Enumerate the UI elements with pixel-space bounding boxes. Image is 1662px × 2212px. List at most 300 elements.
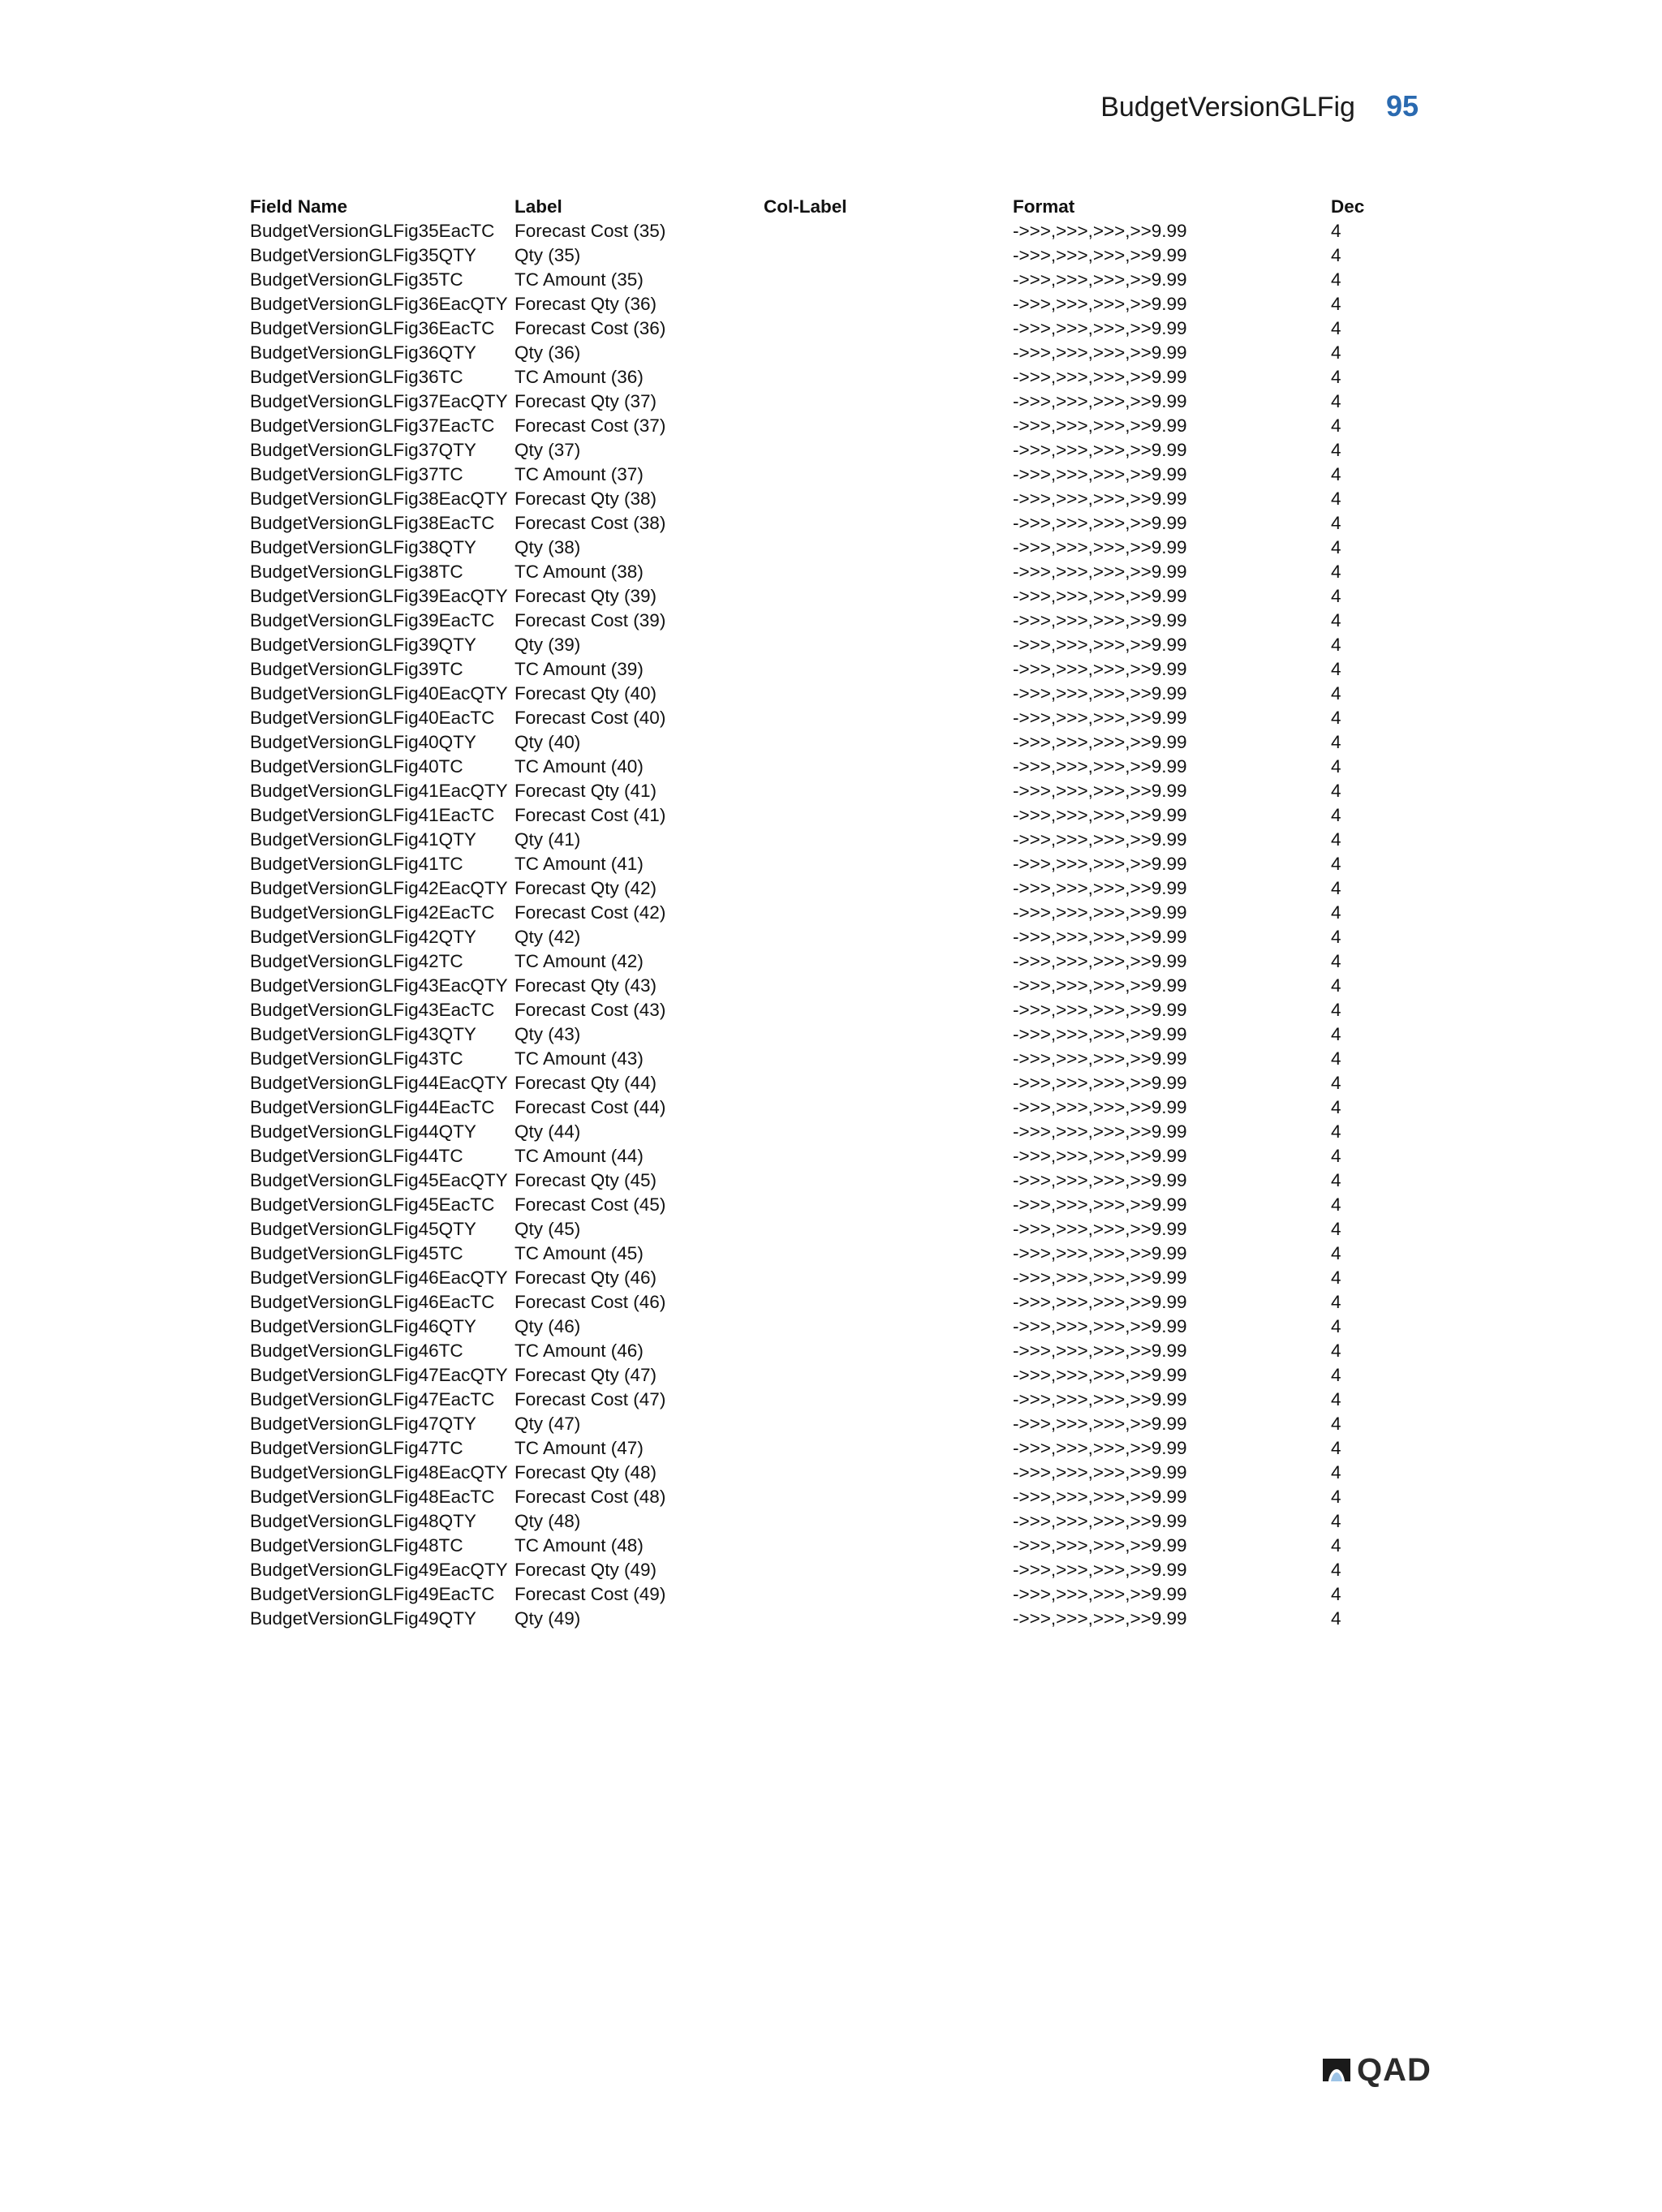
cell-field-name: BudgetVersionGLFig35TC <box>250 269 463 290</box>
field-table-header <box>250 195 1412 219</box>
cell-col-label <box>764 1193 1013 1217</box>
column-header-dec: Dec <box>1331 196 1365 217</box>
cell-field-name: BudgetVersionGLFig43QTY <box>250 1024 476 1044</box>
cell-col-label <box>764 779 1013 803</box>
cell-format: ->>>,>>>,>>>,>>9.99 <box>1013 221 1187 241</box>
cell-col-label <box>764 1242 1013 1266</box>
table-row <box>250 1242 1412 1266</box>
field-table-body <box>250 219 1412 1631</box>
table-row <box>250 463 1412 487</box>
cell-col-label <box>764 730 1013 755</box>
cell-col-label <box>764 511 1013 536</box>
cell-format: ->>>,>>>,>>>,>>9.99 <box>1013 1146 1187 1166</box>
cell-label: Forecast Qty (49) <box>515 1560 657 1580</box>
cell-field-name: BudgetVersionGLFig37EacQTY <box>250 391 508 411</box>
cell-dec: 4 <box>1331 1000 1341 1020</box>
cell-format: ->>>,>>>,>>>,>>9.99 <box>1013 1194 1187 1215</box>
cell-format: ->>>,>>>,>>>,>>9.99 <box>1013 756 1187 777</box>
cell-dec: 4 <box>1331 1535 1341 1556</box>
table-row <box>250 828 1412 852</box>
cell-dec: 4 <box>1331 1438 1341 1458</box>
cell-col-label <box>764 682 1013 706</box>
cell-label: Forecast Cost (35) <box>515 221 666 241</box>
cell-label: Forecast Cost (37) <box>515 415 666 436</box>
table-row <box>250 1339 1412 1363</box>
cell-dec: 4 <box>1331 732 1341 752</box>
cell-field-name: BudgetVersionGLFig40EacTC <box>250 708 495 728</box>
cell-format: ->>>,>>>,>>>,>>9.99 <box>1013 1560 1187 1580</box>
table-row <box>250 365 1412 389</box>
cell-label: TC Amount (43) <box>515 1048 644 1069</box>
page-number: 95 <box>1385 89 1419 123</box>
cell-field-name: BudgetVersionGLFig41EacTC <box>250 805 495 825</box>
cell-col-label <box>764 316 1013 341</box>
cell-col-label <box>764 974 1013 998</box>
cell-dec: 4 <box>1331 1219 1341 1239</box>
cell-label: Qty (47) <box>515 1414 581 1434</box>
cell-dec: 4 <box>1331 1414 1341 1434</box>
cell-format: ->>>,>>>,>>>,>>9.99 <box>1013 464 1187 484</box>
cell-col-label <box>764 463 1013 487</box>
qad-logo-icon <box>1321 2056 1352 2084</box>
cell-format: ->>>,>>>,>>>,>>9.99 <box>1013 1024 1187 1044</box>
cell-format: ->>>,>>>,>>>,>>9.99 <box>1013 1365 1187 1385</box>
table-row <box>250 609 1412 633</box>
cell-field-name: BudgetVersionGLFig47TC <box>250 1438 463 1458</box>
cell-label: Forecast Qty (45) <box>515 1170 657 1190</box>
cell-dec: 4 <box>1331 1292 1341 1312</box>
cell-label: Qty (37) <box>515 440 581 460</box>
cell-label: Forecast Qty (38) <box>515 488 657 509</box>
cell-label: Qty (48) <box>515 1511 581 1531</box>
table-row <box>250 1485 1412 1509</box>
cell-field-name: BudgetVersionGLFig38QTY <box>250 537 476 557</box>
cell-label: Qty (39) <box>515 635 581 655</box>
cell-col-label <box>764 1144 1013 1168</box>
cell-format: ->>>,>>>,>>>,>>9.99 <box>1013 1170 1187 1190</box>
cell-dec: 4 <box>1331 854 1341 874</box>
cell-dec: 4 <box>1331 659 1341 679</box>
cell-dec: 4 <box>1331 513 1341 533</box>
table-row <box>250 1022 1412 1047</box>
cell-format: ->>>,>>>,>>>,>>9.99 <box>1013 1438 1187 1458</box>
cell-label: Forecast Qty (47) <box>515 1365 657 1385</box>
page-header <box>1100 89 1419 128</box>
cell-format: ->>>,>>>,>>>,>>9.99 <box>1013 683 1187 704</box>
cell-format: ->>>,>>>,>>>,>>9.99 <box>1013 1511 1187 1531</box>
cell-label: TC Amount (35) <box>515 269 644 290</box>
cell-field-name: BudgetVersionGLFig35EacTC <box>250 221 495 241</box>
cell-col-label <box>764 219 1013 243</box>
cell-field-name: BudgetVersionGLFig45TC <box>250 1243 463 1263</box>
cell-dec: 4 <box>1331 318 1341 338</box>
cell-label: TC Amount (41) <box>515 854 644 874</box>
table-row <box>250 1436 1412 1461</box>
table-row <box>250 1144 1412 1168</box>
cell-label: Qty (40) <box>515 732 581 752</box>
cell-field-name: BudgetVersionGLFig42EacTC <box>250 902 495 923</box>
cell-field-name: BudgetVersionGLFig45EacQTY <box>250 1170 508 1190</box>
cell-col-label <box>764 438 1013 463</box>
cell-format: ->>>,>>>,>>>,>>9.99 <box>1013 269 1187 290</box>
cell-label: TC Amount (40) <box>515 756 644 777</box>
cell-col-label <box>764 1095 1013 1120</box>
cell-label: Forecast Cost (49) <box>515 1584 666 1604</box>
cell-col-label <box>764 1534 1013 1558</box>
table-row <box>250 657 1412 682</box>
table-row <box>250 901 1412 925</box>
cell-label: Forecast Cost (48) <box>515 1487 666 1507</box>
cell-format: ->>>,>>>,>>>,>>9.99 <box>1013 659 1187 679</box>
cell-label: Forecast Qty (40) <box>515 683 657 704</box>
cell-field-name: BudgetVersionGLFig48QTY <box>250 1511 476 1531</box>
cell-dec: 4 <box>1331 805 1341 825</box>
field-table <box>250 195 1412 1631</box>
table-row <box>250 755 1412 779</box>
cell-dec: 4 <box>1331 975 1341 996</box>
cell-dec: 4 <box>1331 342 1341 363</box>
cell-field-name: BudgetVersionGLFig39EacTC <box>250 610 495 630</box>
cell-label: Forecast Qty (42) <box>515 878 657 898</box>
cell-dec: 4 <box>1331 781 1341 801</box>
cell-label: TC Amount (47) <box>515 1438 644 1458</box>
table-row <box>250 268 1412 292</box>
cell-col-label <box>764 560 1013 584</box>
table-row <box>250 511 1412 536</box>
cell-dec: 4 <box>1331 1511 1341 1531</box>
table-row <box>250 487 1412 511</box>
table-row <box>250 1315 1412 1339</box>
cell-field-name: BudgetVersionGLFig41TC <box>250 854 463 874</box>
cell-field-name: BudgetVersionGLFig48EacTC <box>250 1487 495 1507</box>
cell-format: ->>>,>>>,>>>,>>9.99 <box>1013 1584 1187 1604</box>
table-row <box>250 1363 1412 1388</box>
cell-label: Qty (44) <box>515 1121 581 1142</box>
cell-col-label <box>764 1315 1013 1339</box>
cell-dec: 4 <box>1331 391 1341 411</box>
cell-dec: 4 <box>1331 1243 1341 1263</box>
cell-col-label <box>764 609 1013 633</box>
cell-format: ->>>,>>>,>>>,>>9.99 <box>1013 294 1187 314</box>
cell-col-label <box>764 341 1013 365</box>
cell-label: Forecast Cost (46) <box>515 1292 666 1312</box>
cell-col-label <box>764 1047 1013 1071</box>
cell-field-name: BudgetVersionGLFig37QTY <box>250 440 476 460</box>
cell-dec: 4 <box>1331 927 1341 947</box>
cell-col-label <box>764 901 1013 925</box>
cell-format: ->>>,>>>,>>>,>>9.99 <box>1013 488 1187 509</box>
cell-label: TC Amount (44) <box>515 1146 644 1166</box>
cell-label: Forecast Qty (44) <box>515 1073 657 1093</box>
table-row <box>250 876 1412 901</box>
cell-field-name: BudgetVersionGLFig38EacQTY <box>250 488 508 509</box>
cell-col-label <box>764 268 1013 292</box>
cell-field-name: BudgetVersionGLFig46QTY <box>250 1316 476 1336</box>
cell-dec: 4 <box>1331 683 1341 704</box>
table-row <box>250 316 1412 341</box>
cell-field-name: BudgetVersionGLFig36EacQTY <box>250 294 508 314</box>
cell-dec: 4 <box>1331 1170 1341 1190</box>
table-row <box>250 389 1412 414</box>
cell-dec: 4 <box>1331 1316 1341 1336</box>
cell-field-name: BudgetVersionGLFig39QTY <box>250 635 476 655</box>
cell-col-label <box>764 657 1013 682</box>
cell-format: ->>>,>>>,>>>,>>9.99 <box>1013 1535 1187 1556</box>
cell-col-label <box>764 1558 1013 1582</box>
cell-dec: 4 <box>1331 1097 1341 1117</box>
cell-format: ->>>,>>>,>>>,>>9.99 <box>1013 1462 1187 1483</box>
cell-field-name: BudgetVersionGLFig40QTY <box>250 732 476 752</box>
table-row <box>250 341 1412 365</box>
cell-format: ->>>,>>>,>>>,>>9.99 <box>1013 1097 1187 1117</box>
cell-col-label <box>764 536 1013 560</box>
cell-dec: 4 <box>1331 829 1341 850</box>
cell-format: ->>>,>>>,>>>,>>9.99 <box>1013 1219 1187 1239</box>
cell-label: TC Amount (37) <box>515 464 644 484</box>
cell-col-label <box>764 487 1013 511</box>
table-row <box>250 1266 1412 1290</box>
table-row <box>250 1582 1412 1607</box>
cell-col-label <box>764 949 1013 974</box>
cell-format: ->>>,>>>,>>>,>>9.99 <box>1013 245 1187 265</box>
cell-col-label <box>764 876 1013 901</box>
cell-col-label <box>764 852 1013 876</box>
cell-col-label <box>764 1461 1013 1485</box>
cell-format: ->>>,>>>,>>>,>>9.99 <box>1013 951 1187 971</box>
cell-format: ->>>,>>>,>>>,>>9.99 <box>1013 342 1187 363</box>
cell-dec: 4 <box>1331 1560 1341 1580</box>
cell-field-name: BudgetVersionGLFig47EacQTY <box>250 1365 508 1385</box>
cell-label: Qty (42) <box>515 927 581 947</box>
table-row <box>250 1412 1412 1436</box>
cell-label: Forecast Qty (39) <box>515 586 657 606</box>
cell-dec: 4 <box>1331 1608 1341 1629</box>
cell-label: Forecast Qty (48) <box>515 1462 657 1483</box>
cell-dec: 4 <box>1331 221 1341 241</box>
cell-format: ->>>,>>>,>>>,>>9.99 <box>1013 805 1187 825</box>
cell-format: ->>>,>>>,>>>,>>9.99 <box>1013 829 1187 850</box>
table-row <box>250 852 1412 876</box>
cell-label: Forecast Cost (36) <box>515 318 666 338</box>
cell-format: ->>>,>>>,>>>,>>9.99 <box>1013 1608 1187 1629</box>
cell-format: ->>>,>>>,>>>,>>9.99 <box>1013 1389 1187 1409</box>
cell-label: Forecast Qty (43) <box>515 975 657 996</box>
cell-label: Forecast Cost (38) <box>515 513 666 533</box>
table-row <box>250 414 1412 438</box>
cell-col-label <box>764 803 1013 828</box>
cell-col-label <box>764 1436 1013 1461</box>
cell-field-name: BudgetVersionGLFig35QTY <box>250 245 476 265</box>
cell-col-label <box>764 389 1013 414</box>
cell-field-name: BudgetVersionGLFig42EacQTY <box>250 878 508 898</box>
cell-col-label <box>764 633 1013 657</box>
cell-label: Forecast Cost (42) <box>515 902 666 923</box>
cell-dec: 4 <box>1331 1584 1341 1604</box>
cell-format: ->>>,>>>,>>>,>>9.99 <box>1013 1487 1187 1507</box>
brand-logo-text: QAD <box>1357 2052 1432 2088</box>
cell-col-label <box>764 998 1013 1022</box>
cell-dec: 4 <box>1331 586 1341 606</box>
cell-field-name: BudgetVersionGLFig46EacTC <box>250 1292 495 1312</box>
cell-field-name: BudgetVersionGLFig39TC <box>250 659 463 679</box>
table-row <box>250 998 1412 1022</box>
table-row <box>250 925 1412 949</box>
table-row <box>250 803 1412 828</box>
page-title: BudgetVersionGLFig <box>1100 92 1355 123</box>
cell-field-name: BudgetVersionGLFig42TC <box>250 951 463 971</box>
cell-dec: 4 <box>1331 635 1341 655</box>
cell-dec: 4 <box>1331 294 1341 314</box>
cell-col-label <box>764 584 1013 609</box>
cell-label: Qty (41) <box>515 829 581 850</box>
cell-dec: 4 <box>1331 1487 1341 1507</box>
cell-label: Forecast Qty (41) <box>515 781 657 801</box>
column-header-col-label: Col-Label <box>764 196 847 217</box>
cell-dec: 4 <box>1331 415 1341 436</box>
cell-format: ->>>,>>>,>>>,>>9.99 <box>1013 635 1187 655</box>
cell-col-label <box>764 292 1013 316</box>
cell-field-name: BudgetVersionGLFig47QTY <box>250 1414 476 1434</box>
cell-col-label <box>764 1071 1013 1095</box>
cell-label: Forecast Cost (43) <box>515 1000 666 1020</box>
cell-field-name: BudgetVersionGLFig36QTY <box>250 342 476 363</box>
cell-field-name: BudgetVersionGLFig42QTY <box>250 927 476 947</box>
cell-col-label <box>764 1217 1013 1242</box>
table-row <box>250 1047 1412 1071</box>
table-row <box>250 1534 1412 1558</box>
cell-dec: 4 <box>1331 269 1341 290</box>
cell-label: Forecast Cost (47) <box>515 1389 666 1409</box>
table-row <box>250 1095 1412 1120</box>
cell-format: ->>>,>>>,>>>,>>9.99 <box>1013 708 1187 728</box>
cell-format: ->>>,>>>,>>>,>>9.99 <box>1013 1341 1187 1361</box>
cell-field-name: BudgetVersionGLFig38EacTC <box>250 513 495 533</box>
cell-format: ->>>,>>>,>>>,>>9.99 <box>1013 1292 1187 1312</box>
table-row <box>250 438 1412 463</box>
cell-field-name: BudgetVersionGLFig36TC <box>250 367 463 387</box>
cell-label: TC Amount (36) <box>515 367 644 387</box>
cell-label: TC Amount (39) <box>515 659 644 679</box>
cell-dec: 4 <box>1331 1389 1341 1409</box>
cell-dec: 4 <box>1331 610 1341 630</box>
cell-dec: 4 <box>1331 1194 1341 1215</box>
cell-format: ->>>,>>>,>>>,>>9.99 <box>1013 415 1187 436</box>
cell-col-label <box>764 1607 1013 1631</box>
cell-col-label <box>764 828 1013 852</box>
cell-field-name: BudgetVersionGLFig40EacQTY <box>250 683 508 704</box>
cell-dec: 4 <box>1331 1024 1341 1044</box>
cell-field-name: BudgetVersionGLFig46EacQTY <box>250 1267 508 1288</box>
cell-dec: 4 <box>1331 1121 1341 1142</box>
column-header-label: Label <box>515 196 562 217</box>
cell-format: ->>>,>>>,>>>,>>9.99 <box>1013 1267 1187 1288</box>
cell-dec: 4 <box>1331 245 1341 265</box>
brand-logo <box>1321 2052 1432 2088</box>
cell-dec: 4 <box>1331 708 1341 728</box>
table-row <box>250 1193 1412 1217</box>
cell-dec: 4 <box>1331 1462 1341 1483</box>
cell-dec: 4 <box>1331 440 1341 460</box>
cell-dec: 4 <box>1331 878 1341 898</box>
table-row <box>250 243 1412 268</box>
cell-col-label <box>764 1168 1013 1193</box>
cell-dec: 4 <box>1331 537 1341 557</box>
cell-field-name: BudgetVersionGLFig44QTY <box>250 1121 476 1142</box>
column-header-field-name: Field Name <box>250 196 348 217</box>
cell-format: ->>>,>>>,>>>,>>9.99 <box>1013 1048 1187 1069</box>
header-row <box>250 195 1412 219</box>
cell-dec: 4 <box>1331 1267 1341 1288</box>
table-row <box>250 292 1412 316</box>
cell-format: ->>>,>>>,>>>,>>9.99 <box>1013 1316 1187 1336</box>
cell-format: ->>>,>>>,>>>,>>9.99 <box>1013 367 1187 387</box>
cell-col-label <box>764 755 1013 779</box>
cell-label: Forecast Qty (46) <box>515 1267 657 1288</box>
cell-label: Qty (36) <box>515 342 581 363</box>
cell-dec: 4 <box>1331 756 1341 777</box>
cell-col-label <box>764 1266 1013 1290</box>
cell-field-name: BudgetVersionGLFig49EacTC <box>250 1584 495 1604</box>
cell-dec: 4 <box>1331 367 1341 387</box>
cell-label: Forecast Cost (39) <box>515 610 666 630</box>
cell-field-name: BudgetVersionGLFig40TC <box>250 756 463 777</box>
cell-field-name: BudgetVersionGLFig43EacTC <box>250 1000 495 1020</box>
cell-col-label <box>764 1363 1013 1388</box>
cell-format: ->>>,>>>,>>>,>>9.99 <box>1013 586 1187 606</box>
cell-format: ->>>,>>>,>>>,>>9.99 <box>1013 1073 1187 1093</box>
table-row <box>250 974 1412 998</box>
cell-format: ->>>,>>>,>>>,>>9.99 <box>1013 975 1187 996</box>
table-row <box>250 584 1412 609</box>
cell-format: ->>>,>>>,>>>,>>9.99 <box>1013 1000 1187 1020</box>
cell-label: Forecast Cost (45) <box>515 1194 666 1215</box>
cell-col-label <box>764 1509 1013 1534</box>
cell-label: Qty (38) <box>515 537 581 557</box>
cell-dec: 4 <box>1331 1341 1341 1361</box>
table-row <box>250 1461 1412 1485</box>
cell-format: ->>>,>>>,>>>,>>9.99 <box>1013 1414 1187 1434</box>
cell-field-name: BudgetVersionGLFig39EacQTY <box>250 586 508 606</box>
cell-format: ->>>,>>>,>>>,>>9.99 <box>1013 732 1187 752</box>
cell-label: Forecast Qty (37) <box>515 391 657 411</box>
cell-format: ->>>,>>>,>>>,>>9.99 <box>1013 1243 1187 1263</box>
cell-dec: 4 <box>1331 1365 1341 1385</box>
cell-label: Qty (45) <box>515 1219 581 1239</box>
cell-format: ->>>,>>>,>>>,>>9.99 <box>1013 854 1187 874</box>
table-row <box>250 1217 1412 1242</box>
cell-dec: 4 <box>1331 1146 1341 1166</box>
cell-field-name: BudgetVersionGLFig37TC <box>250 464 463 484</box>
cell-format: ->>>,>>>,>>>,>>9.99 <box>1013 878 1187 898</box>
table-row <box>250 730 1412 755</box>
cell-field-name: BudgetVersionGLFig36EacTC <box>250 318 495 338</box>
cell-label: Forecast Qty (36) <box>515 294 657 314</box>
cell-col-label <box>764 1339 1013 1363</box>
cell-col-label <box>764 925 1013 949</box>
cell-field-name: BudgetVersionGLFig44TC <box>250 1146 463 1166</box>
table-row <box>250 560 1412 584</box>
cell-format: ->>>,>>>,>>>,>>9.99 <box>1013 562 1187 582</box>
cell-format: ->>>,>>>,>>>,>>9.99 <box>1013 781 1187 801</box>
table-row <box>250 1509 1412 1534</box>
cell-field-name: BudgetVersionGLFig37EacTC <box>250 415 495 436</box>
cell-format: ->>>,>>>,>>>,>>9.99 <box>1013 513 1187 533</box>
cell-field-name: BudgetVersionGLFig45EacTC <box>250 1194 495 1215</box>
table-row <box>250 1168 1412 1193</box>
cell-label: TC Amount (42) <box>515 951 644 971</box>
table-row <box>250 219 1412 243</box>
cell-field-name: BudgetVersionGLFig45QTY <box>250 1219 476 1239</box>
